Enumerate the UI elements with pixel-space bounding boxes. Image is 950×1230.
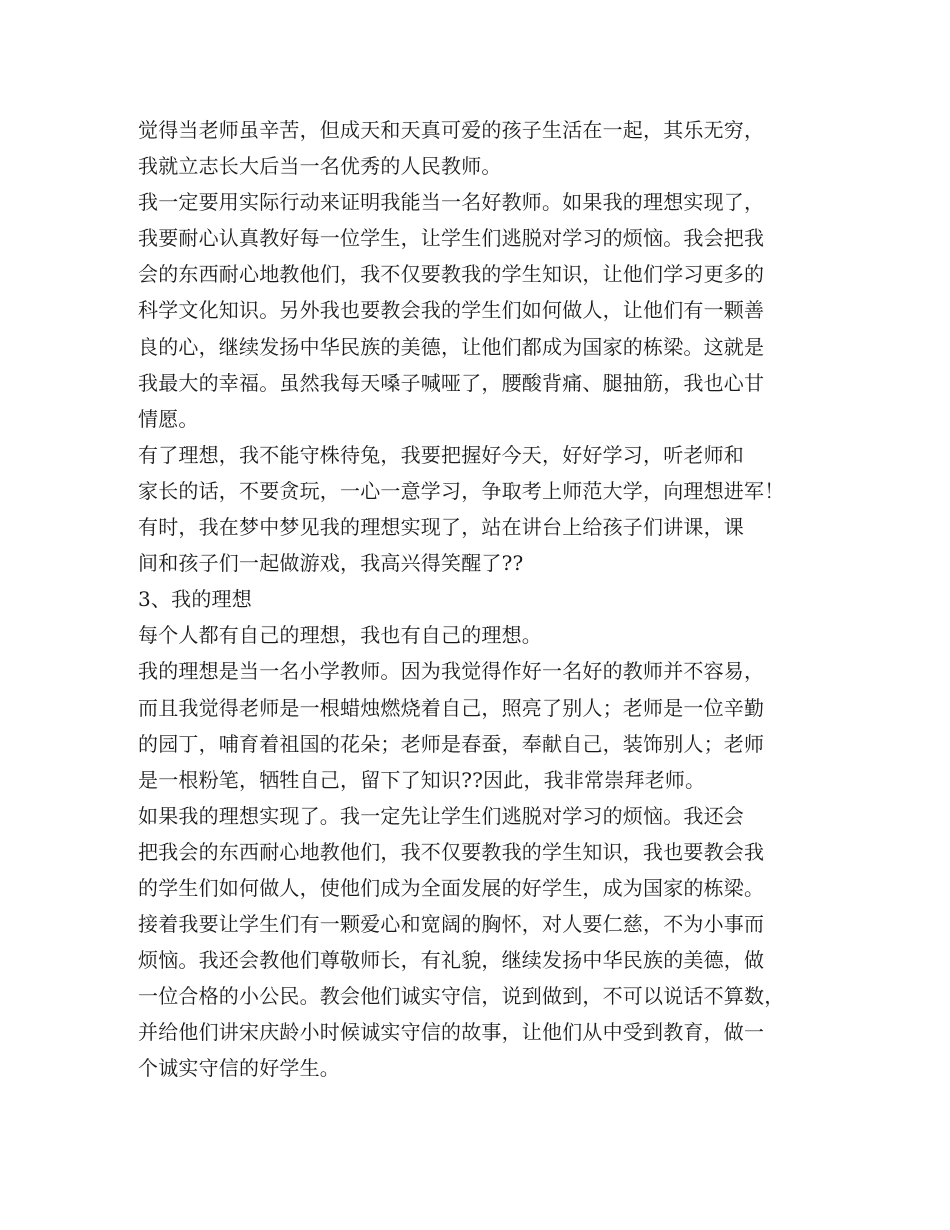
text-line: 而且我觉得老师是一根蜡烛燃烧着自己，照亮了别人；老师是一位辛勤 (138, 695, 765, 720)
text-line: 每个人都有自己的理想，我也有自己的理想。 (138, 623, 542, 648)
text-line: 有了理想，我不能守株待兔，我要把握好今天，好好学习，听老师和 (138, 442, 744, 467)
text-line: 烦恼。我还会教他们尊敬师长，有礼貌，继续发扬中华民族的美德，做 (138, 948, 765, 973)
text-line: 我要耐心认真教好每一位学生，让学生们逃脱对学习的烦恼。我会把我 (138, 226, 765, 251)
text-line: 接着我要让学生们有一颗爱心和宽阔的胸怀，对人要仁慈，不为小事而 (138, 912, 765, 937)
text-line: 我最大的幸福。虽然我每天嗓子喊哑了，腰酸背痛、腿抽筋，我也心甘 (138, 370, 765, 395)
text-line: 是一根粉笔，牺牲自己，留下了知识??因此，我非常崇拜老师。 (138, 767, 706, 792)
text-line: 良的心，继续发扬中华民族的美德，让他们都成为国家的栋梁。这就是 (138, 334, 765, 359)
text-line: 如果我的理想实现了。我一定先让学生们逃脱对学习的烦恼。我还会 (138, 803, 744, 828)
text-line: 我的理想是当一名小学教师。因为我觉得作好一名好的教师并不容易， (138, 659, 765, 684)
text-line: 家长的话，不要贪玩，一心一意学习，争取考上师范大学，向理想进军！ (138, 478, 785, 503)
text-line: 觉得当老师虽辛苦，但成天和天真可爱的孩子生活在一起，其乐无穷， (138, 118, 765, 142)
text-line: 情愿。 (138, 406, 199, 431)
text-line: 个诚实守信的好学生。 (138, 1056, 340, 1081)
text-line: 的学生们如何做人，使他们成为全面发展的好学生，成为国家的栋梁。 (138, 875, 765, 900)
text-line: 把我会的东西耐心地教他们，我不仅要教我的学生知识，我也要教会我 (138, 839, 765, 864)
text-line: 并给他们讲宋庆龄小时候诚实守信的故事，让他们从中受到教育，做一 (138, 1020, 765, 1045)
text-line: 的园丁，哺育着祖国的花朵；老师是春蚕，奉献自己，装饰别人；老师 (138, 731, 765, 756)
text-line: 有时，我在梦中梦见我的理想实现了，站在讲台上给孩子们讲课，课 (138, 515, 744, 540)
document-body (138, 112, 828, 1087)
section-heading: 3、我的理想 (138, 587, 252, 612)
text-line: 我就立志长大后当一名优秀的人民教师。 (138, 154, 502, 179)
text-line: 间和孩子们一起做游戏，我高兴得笑醒了?? (138, 551, 524, 576)
text-line: 会的东西耐心地教他们，我不仅要教我的学生知识，让他们学习更多的 (138, 262, 765, 287)
text-line: 一位合格的小公民。教会他们诚实守信，说到做到，不可以说话不算数， (138, 984, 785, 1009)
text-line: 科学文化知识。另外我也要教会我的学生们如何做人，让他们有一颗善 (138, 298, 765, 323)
text-line: 我一定要用实际行动来证明我能当一名好教师。如果我的理想实现了， (138, 190, 765, 215)
